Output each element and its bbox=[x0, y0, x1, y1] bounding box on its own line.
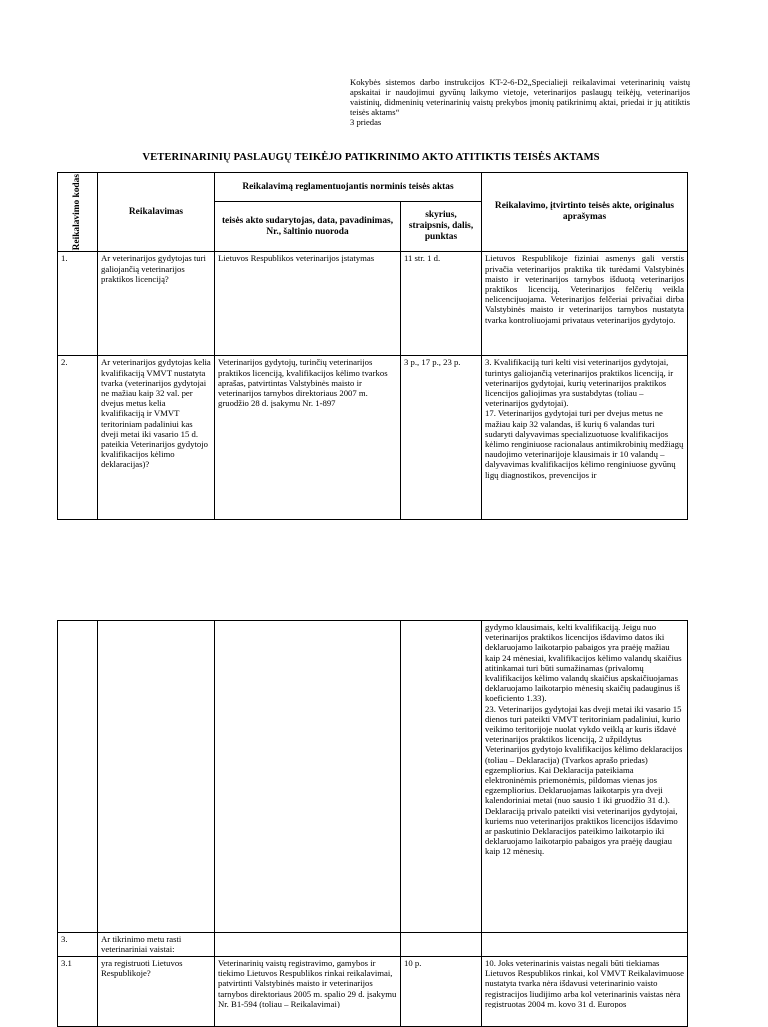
original-paragraph: 3. Kvalifikaciją turi kelti visi veterinarijos gydytojai, turintys galiojančią veterinarijos praktikos licenciją, ir veterinarijos gydytojai, kurių veterinarijos praktikos licencijos galiojimas yra sustabdytas (toliau – veterinarijos gydytojai). bbox=[485, 357, 674, 409]
row-requirement: Ar tikrinimo metu rasti veterinariniai vaistai: bbox=[98, 933, 215, 957]
original-paragraph: 23. Veterinarijos gydytojai kas dveji metai iki vasario 15 dienos turi pateikti VMVT teritoriniam padaliniui, kurio veikimo teritorijoje nuolat vykdo veiklą ar kuris išdavė veterinarijos praktikos licenciją, 2 užpildytus Veterinarijos gydytojo kvalifikacijos kėlimo deklaracijos (toliau – Deklaracija) (Tvarkos aprašo priedas) egzempliorius. Kai Deklaracija pateikiama elektroninėmis priemonėmis, pildomas vienas jos egzempliorius. Deklaruojamas laikotarpis yra dveji kalendoriniai metai (nuo sausio 1 iki gruodžio 31 d.). Deklaraciją privalo pateikti visi veterinarijos gydytojai, kuriems nuo veterinarijos praktikos licencijos išdavimo ar paskutinio Deklaracijos pateikimo laikotarpio iki deklaruojamo laikotarpio pabaigos yra praėję daugiau kaip 12 mėnesių. bbox=[485, 703, 683, 857]
header-requirement: Reikalavimas bbox=[98, 173, 215, 252]
row-original bbox=[482, 356, 688, 520]
row-requirement: yra registruoti Lietuvos Respublikoje? bbox=[98, 957, 215, 1027]
row-requirement: Ar veterinarijos gydytojas kelia kvalifikaciją VMVT nustatyta tvarka (veterinarijos gydytojai ne mažiau kaip 32 val. per dvejus metus kelia kvalifikaciją ir VMVT teritoriniam padaliniui kas dveji metai iki vasario 15 d. pateikia Veterinarijos gydytojo kvalifikacijos kėlimo deklaracijas)? bbox=[98, 356, 215, 520]
header-article: skyrius, straipsnis, dalis, punktas bbox=[401, 202, 482, 252]
row-original bbox=[482, 621, 688, 933]
row-code: 3.1 bbox=[58, 957, 98, 1027]
header-act-author: teisės akto sudarytojas, data, pavadinimas, Nr., šaltinio nuoroda bbox=[215, 202, 401, 252]
document-title: VETERINARINIŲ PASLAUGŲ TEIKĖJO PATIKRINIMO AKTO ATITIKTIS TEISĖS AKTAMS bbox=[142, 152, 600, 163]
row-code: 3. bbox=[58, 933, 98, 957]
row-requirement: Ar veterinarijos gydytojas turi galiojančią veterinarijos praktikos licenciją? bbox=[98, 252, 215, 356]
appendix-label: 3 priedas bbox=[350, 117, 382, 127]
row-article: 11 str. 1 d. bbox=[401, 252, 482, 356]
original-paragraph: 17. Veterinarijos gydytojai turi per dvejus metus ne mažiau kaip 32 valandas, iš kurių 6 valandas turi sudaryti dalyvavimas specializuotuose kvalifikacijos kėlimo renginiuose racionalaus antimikrobinių medžiagų naudojimo veterinarijoje klausimais ir 10 valandų – dalyvavimas kvalifikacijos kėlimo renginiuose gyvūnų ligų diagnostikos, prevencijos ir bbox=[485, 408, 684, 480]
instruction-reference: Kokybės sistemos darbo instrukcijos KT-2-6-D2„Specialieji reikalavimai veterinarinių vaistų apskaitai ir naudojimui gyvūnų laikymo vietoje, veterinarijos paslaugų teikėjų, veterinarijos vaistinių, didmeninių veterinarinių vaistų prekybos įmonių patikrinimų aktai, priedai ir jų atitiktis teisės aktams“ bbox=[350, 77, 690, 117]
original-paragraph: gydymo klausimais, kelti kvalifikaciją. Jeigu nuo veterinarijos praktikos licencijos išdavimo datos iki deklaruojamo laikotarpio pabaigos yra praėję mažiau kaip 24 mėnesiai, kvalifikacijos kėlimo valandų skaičius atitinkamai turi būti sumažinamas (privalomų kvalifikacijos kėlimo valandų skaičius apskaičiuojamas deklaruojamo laikotarpio mėnesių skaičių padauginus iš koeficiento 1.33). bbox=[485, 622, 682, 704]
table-row bbox=[58, 252, 688, 356]
table-row bbox=[58, 356, 688, 520]
requirements-table-continued bbox=[57, 620, 688, 1027]
header-regulating-act: Reikalavimą reglamentuojantis norminis teisės aktas bbox=[215, 173, 482, 202]
row-act: Veterinarinių vaistų registravimo, gamybos ir tiekimo Lietuvos Respublikos rinkai reikalavimai, patvirtinti Valstybinės maisto ir veterinarijos tarnybos direktoriaus 2005 m. spalio 29 d. įsakymu Nr. B1-594 (toliau – Reikalavimai) bbox=[215, 957, 401, 1027]
document-header-note bbox=[350, 77, 690, 127]
row-act: Lietuvos Respublikos veterinarijos įstatymas bbox=[215, 252, 401, 356]
row-act: Veterinarijos gydytojų, turinčių veterinarijos praktikos licenciją, kvalifikacijos kėlimo tvarkos aprašas, patvirtintas Valstybinės maisto ir veterinarijos tarnybos direktoriaus 2007 m. gruodžio 28 d. įsakymu Nr. 1-897 bbox=[215, 356, 401, 520]
table-row bbox=[58, 957, 688, 1027]
row-code: 1. bbox=[58, 252, 98, 356]
row-original: 10. Joks veterinarinis vaistas negali būti tiekiamas Lietuvos Respublikos rinkai, kol VMVT Reikalavimuose nustatyta tvarka nėra išdavusi veterinarinio vaisto registracijos liudijimo arba kol veterinarinis vaistas nėra registruotas 2004 m. kovo 31 d. Europos bbox=[482, 957, 688, 1027]
row-code: 2. bbox=[58, 356, 98, 520]
header-original-description: Reikalavimo, įtvirtinto teisės akte, originalus aprašymas bbox=[482, 173, 688, 252]
row-article: 10 p. bbox=[401, 957, 482, 1027]
row-article: 3 p., 17 p., 23 p. bbox=[401, 356, 482, 520]
requirements-table bbox=[57, 172, 688, 520]
header-code: Reikalavimo kodas bbox=[58, 173, 98, 252]
row-original: Lietuvos Respublikoje fiziniai asmenys gali verstis privačia veterinarijos praktika tik turėdami Valstybinės maisto ir veterinarijos tarnybos išduotą veterinarijos praktikos licenciją. Veterinarijos felčerių veikla nelicencijuojama. Veterinarijos felčeriai privačiai dirba Valstybinės maisto ir veterinarijos tarnybos nustatyta tvarka kontroliuojami privataus veterinarijos gydytojo. bbox=[482, 252, 688, 356]
table-row bbox=[58, 621, 688, 933]
table-row bbox=[58, 933, 688, 957]
